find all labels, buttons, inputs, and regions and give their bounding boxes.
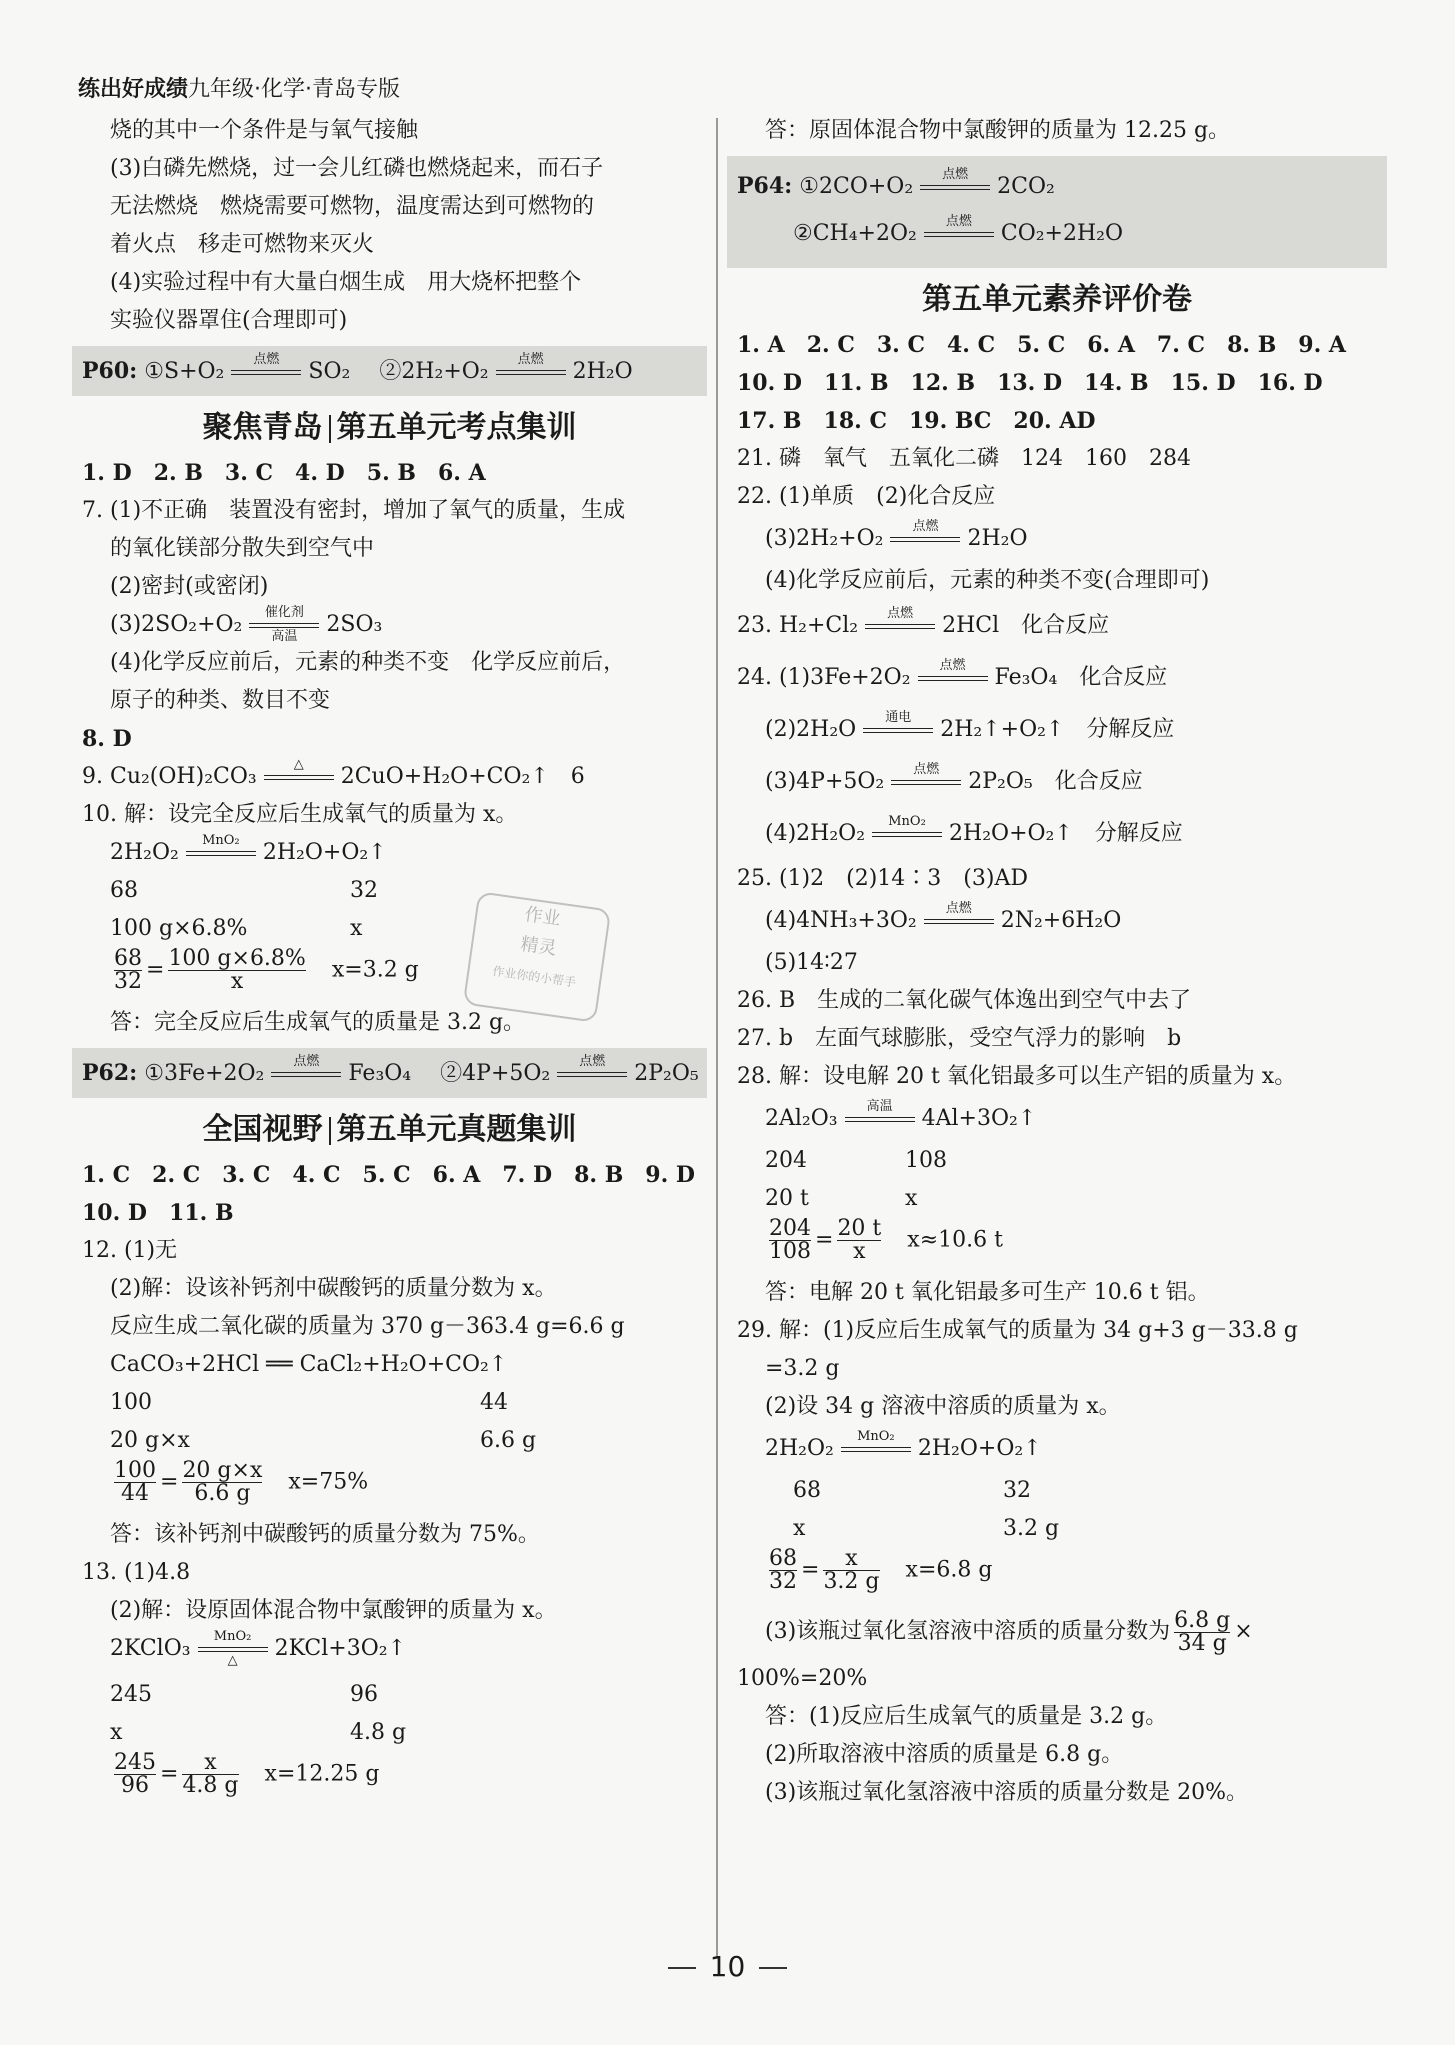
condition-label: 点燃 (939, 658, 966, 673)
denominator: 44 (121, 1481, 149, 1506)
equation-part: Fe₃O₄ 化合反应 (994, 665, 1168, 690)
numerator: 20 t (837, 1216, 882, 1241)
equation-line: CaCO₃+2HCl ══ CaCl₂+H₂O+CO₂↑ (110, 1352, 508, 1377)
reaction-arrow (198, 1629, 268, 1668)
text-line: (4)化学反应前后，元素的种类不变 化学反应前后， (110, 650, 626, 675)
calc-value: 44 (480, 1390, 508, 1415)
calc-line (82, 1422, 697, 1460)
numerator: 245 (114, 1750, 156, 1775)
reaction-arrow (872, 814, 942, 849)
text-line: 26. B 生成的二氧化碳气体逸出到空气中去了 (737, 988, 1192, 1013)
reaction-arrow (924, 214, 994, 249)
fraction (769, 1218, 811, 1263)
condition-label: 点燃 (293, 1054, 320, 1069)
calc-value: 204 (765, 1148, 807, 1173)
equation-part: 2H₂O+O₂↑ 分解反应 (949, 821, 1183, 846)
equation-line (737, 652, 1377, 704)
text-line: 7. (1)不正确 装置没有密封，增加了氧气的质量，生成 (82, 498, 626, 523)
denominator: 4.8 g (182, 1773, 239, 1798)
condition-label: △ (227, 1653, 238, 1668)
text-line: 29. 解：(1)反应后生成氧气的质量为 34 g+3 g－33.8 g (737, 1318, 1298, 1343)
text-line: 无法燃烧 燃烧需要可燃物，温度需达到可燃物的 (110, 194, 595, 219)
text-line: 着火点 移走可燃物来灭火 (110, 232, 375, 257)
denominator: 34 g (1177, 1630, 1227, 1656)
equation-part: ①2CO+O₂ (799, 174, 914, 199)
page-ref: P60: (82, 358, 138, 384)
condition-label: 点燃 (253, 352, 280, 367)
reaction-arrow (918, 658, 988, 693)
equation-part: Fe₃O₄ (348, 1061, 412, 1086)
condition-label: MnO₂ (857, 1429, 895, 1444)
section-title: 第五单元素养评价卷 (922, 282, 1192, 317)
equation-part: SO₂ (308, 359, 351, 384)
equation-part: ②4P+5O₂ (440, 1061, 551, 1086)
numerator: x (182, 1752, 238, 1775)
text-line: (5)14∶27 (765, 950, 858, 975)
equation-part: (4)2H₂O₂ (765, 821, 866, 846)
text-line: 25. (1)2 (2)14∶3 (3)AD (737, 866, 1028, 891)
calc-result: x=3.2 g (331, 957, 419, 983)
reaction-arrow (271, 1054, 341, 1089)
text-line: (2)解：设该补钙剂中碳酸钙的质量分数为 x。 (110, 1276, 557, 1301)
condition-label: MnO₂ (888, 814, 926, 829)
equation-line (737, 756, 1377, 808)
numerator: x (823, 1548, 879, 1571)
stamp-text: 作业 (523, 903, 562, 930)
fraction-line: $\frac{68}{32}$ = $\frac{x}{3.2 g}$ x=6.8 g (769, 1546, 993, 1594)
calc-result: x=75% (288, 1469, 369, 1495)
answer-line: 8. D (82, 726, 132, 752)
denominator: 3.2 g (823, 1569, 880, 1594)
numerator: 20 g×x (182, 1458, 263, 1483)
equation-line (737, 600, 1377, 652)
text-line: 答：(1)反应后生成氧气的质量是 3.2 g。 (765, 1704, 1168, 1729)
equation-part: 2H₂O₂ (110, 840, 179, 865)
equation-part: ②2H₂+O₂ (379, 359, 489, 384)
fraction-line: $\frac{245}{96}$ = $\frac{x}{4.8 g}$ x=12.25 g (114, 1750, 380, 1798)
condition-label: MnO₂ (213, 1629, 252, 1644)
calc-value: x (350, 916, 363, 941)
equation-part: 23. H₂+Cl₂ (737, 613, 859, 638)
condition-label: 点燃 (942, 167, 969, 182)
section-title-part: 全国视野 (202, 1112, 323, 1147)
condition-label: 点燃 (945, 214, 972, 229)
text-line: 实验仪器罩住(合理即可) (110, 308, 348, 333)
column-divider (716, 118, 718, 1958)
equation-part: 2H₂O₂ (765, 1436, 834, 1461)
condition-label: 点燃 (913, 762, 940, 777)
condition-label: 高温 (866, 1099, 893, 1114)
p62-box (72, 1048, 707, 1098)
text-line: 答：原固体混合物中氯酸钾的质量为 12.25 g。 (765, 118, 1231, 143)
fraction (168, 948, 305, 993)
reaction-arrow (496, 352, 566, 387)
fraction-line: $\frac{68}{32}$ = $\frac{100 g\times 6.8\%}{x}$ x=3.2 g (114, 946, 419, 994)
calc-value: 96 (350, 1682, 378, 1707)
calc-value: 20 t (765, 1186, 809, 1211)
text-line: 原子的种类、数目不变 (110, 688, 331, 713)
equation-line (82, 1630, 697, 1676)
text-part: × (1234, 1619, 1253, 1644)
reaction-arrow (865, 606, 935, 641)
denominator: 96 (121, 1773, 149, 1798)
text-line: 的氧化镁部分散失到空气中 (110, 536, 375, 561)
calc-value: 108 (905, 1148, 947, 1173)
p64-box (727, 156, 1387, 268)
numerator: 68 (114, 946, 142, 971)
answer-line: 1. C 2. C 3. C 4. C 5. C 6. A 7. D 8. B 9. D (82, 1162, 696, 1188)
condition-label: 点燃 (579, 1054, 606, 1069)
section-title-part: 聚焦青岛 (202, 410, 323, 445)
text-line: 答：电解 20 t 氧化铝最多可生产 10.6 t 铝。 (765, 1280, 1210, 1305)
reaction-arrow (920, 167, 990, 202)
equation-part: 2P₂O₅ 化合反应 (968, 769, 1143, 794)
text-line: 答：该补钙剂中碳酸钙的质量分数为 75%。 (110, 1522, 540, 1547)
reaction-arrow (841, 1429, 911, 1464)
equation-part: 2HCl 化合反应 (942, 613, 1110, 638)
calc-line (737, 1142, 1377, 1180)
equation-part: (3)2H₂+O₂ (765, 526, 884, 551)
text-line: 13. (1)4.8 (82, 1560, 191, 1585)
equation-line (737, 704, 1377, 756)
p60-box (72, 346, 707, 396)
reaction-arrow (557, 1054, 627, 1089)
numerator: 68 (769, 1546, 797, 1571)
equation-part: (2)2H₂O (765, 717, 857, 742)
equation-part: (4)4NH₃+3O₂ (765, 908, 917, 933)
condition-label: 通电 (885, 710, 912, 725)
fraction (837, 1218, 881, 1263)
text-line: 28. 解：设电解 20 t 氧化铝最多可以生产铝的质量为 x。 (737, 1064, 1297, 1089)
answer-line: 1. D 2. B 3. C 4. D 5. B 6. A (82, 460, 486, 486)
calc-line (82, 872, 697, 910)
left-column (82, 112, 697, 1808)
calc-value: 100 (110, 1390, 152, 1415)
text-part: (3)该瓶过氧化氢溶液中溶质的质量分数为 (765, 1619, 1171, 1644)
denominator: 6.6 g (194, 1481, 251, 1506)
text-line: (3)白磷先燃烧，过一会儿红磷也燃烧起来，而石子 (110, 156, 604, 181)
calc-value: 68 (793, 1478, 821, 1503)
equation-part: 2KCl+3O₂↑ (274, 1636, 407, 1661)
text-line: 100%=20% (737, 1666, 868, 1691)
reaction-arrow (890, 519, 960, 554)
calc-value: 32 (1003, 1478, 1031, 1503)
page-number: 10 (0, 1950, 1455, 1983)
numerator: 204 (769, 1216, 811, 1241)
calc-value: 245 (110, 1682, 152, 1707)
fraction-line: $\frac{204}{108}$ = $\frac{20 t}{x}$ x≈10.6 t (769, 1216, 1003, 1264)
calc-value: 4.8 g (350, 1720, 407, 1745)
right-column (737, 112, 1377, 1812)
answer-line: 10. D 11. B (82, 1200, 234, 1226)
reaction-arrow (264, 757, 334, 792)
condition-label: 点燃 (912, 519, 939, 534)
equation-part: 2CuO+H₂O+CO₂↑ 6 (340, 764, 585, 789)
text-line: 烧的其中一个条件是与氧气接触 (110, 118, 419, 143)
equation-part: 2H₂O+O₂↑ (917, 1436, 1042, 1461)
denominator: x (230, 969, 244, 994)
fraction (769, 1548, 797, 1593)
text-line: (2)解：设原固体混合物中氯酸钾的质量为 x。 (110, 1598, 557, 1623)
equation-line (737, 1426, 1377, 1472)
condition-label: MnO₂ (202, 833, 240, 848)
equation-part: 2Al₂O₃ (765, 1106, 838, 1131)
calc-line (737, 1180, 1377, 1218)
stamp-text: 精灵 (519, 933, 558, 960)
section-title-part: 第五单元真题集训 (336, 1112, 577, 1147)
watermark-stamp (463, 891, 612, 1023)
fraction (114, 1460, 156, 1505)
equation-part: 2CO₂ (997, 174, 1055, 199)
text-line: (4)化学反应前后，元素的种类不变(合理即可) (765, 568, 1210, 593)
text-line: 27. b 左面气球膨胀，受空气浮力的影响 b (737, 1026, 1182, 1051)
equation-part: 2SO₃ (326, 612, 383, 637)
denominator: x (853, 1239, 866, 1264)
equation-part: (3)4P+5O₂ (765, 769, 885, 794)
calc-line (737, 1510, 1377, 1548)
equation-line (737, 898, 1377, 944)
numerator: 6.8 g (1174, 1607, 1231, 1633)
text-line: (2)密封(或密闭) (110, 574, 269, 599)
calc-line (737, 1472, 1377, 1510)
equation-part: 2H₂O+O₂↑ (262, 840, 387, 865)
denominator: 32 (114, 969, 142, 994)
condition-label: 点燃 (517, 352, 544, 367)
equation-part: 2N₂+6H₂O (1000, 908, 1122, 933)
text-line: 10. 解：设完全反应后生成氧气的质量为 x。 (82, 802, 518, 827)
answer-line: 1. A 2. C 3. C 4. C 5. C 6. A 7. C 8. B 9. A (737, 332, 1346, 358)
fraction (1174, 1607, 1231, 1656)
calc-value: 3.2 g (1003, 1516, 1060, 1541)
calc-value: x (110, 1720, 123, 1745)
section-title (82, 402, 697, 454)
calc-value: 100 g×6.8% (110, 916, 248, 941)
condition-label: 点燃 (945, 901, 972, 916)
equation-part: ①3Fe+2O₂ (144, 1061, 265, 1086)
calc-value: 6.6 g (480, 1428, 537, 1453)
section-title (82, 1104, 697, 1156)
reaction-arrow (249, 605, 319, 644)
fraction (114, 948, 142, 993)
reaction-arrow (845, 1099, 915, 1134)
reaction-arrow (186, 833, 256, 868)
equation-line (737, 808, 1377, 860)
equation-part: ①S+O₂ (144, 359, 225, 384)
equation-line (737, 516, 1377, 562)
equation-part: ②CH₄+2O₂ (793, 221, 917, 246)
equation-part: 24. (1)3Fe+2O₂ (737, 665, 911, 690)
calc-result: x≈10.6 t (907, 1227, 1003, 1253)
fraction (823, 1548, 879, 1593)
answer-line: 10. D 11. B 12. B 13. D 14. B 15. D 16. D (737, 370, 1323, 396)
page-ref: P64: (737, 173, 793, 199)
reaction-arrow (924, 901, 994, 936)
reaction-arrow (231, 352, 301, 387)
stamp-text: 作业你的小帮手 (491, 964, 577, 990)
equation-line (82, 606, 697, 644)
text-line: 21. 磷 氧气 五氧化二磷 124 160 284 (737, 446, 1191, 471)
text-line: 12. (1)无 (82, 1238, 178, 1263)
equation-part: 2P₂O₅ (634, 1061, 699, 1086)
condition-label: 催化剂 (264, 605, 304, 620)
equation-part: 2H₂O (967, 526, 1028, 551)
text-line: =3.2 g (765, 1356, 840, 1381)
equation-part: CO₂+2H₂O (1000, 221, 1124, 246)
calc-value: x (905, 1186, 918, 1211)
reaction-arrow (863, 710, 933, 745)
text-line: (4)实验过程中有大量白烟生成 用大烧杯把整个 (110, 270, 582, 295)
reaction-arrow (891, 762, 961, 797)
numerator: 100 (114, 1458, 156, 1483)
calc-value: 20 g×x (110, 1428, 190, 1453)
section-title-part: 第五单元考点集训 (336, 410, 577, 445)
calc-line (82, 1384, 697, 1422)
condition-label: 高温 (271, 629, 298, 644)
calc-result: x=6.8 g (905, 1557, 993, 1583)
brand-title: 练出好成绩 (78, 77, 189, 102)
calc-line (82, 1676, 697, 1714)
equation-line (737, 1096, 1377, 1142)
fraction (182, 1752, 238, 1797)
page-header (78, 72, 400, 103)
equation-line (82, 758, 697, 796)
fraction-line (737, 1604, 1377, 1660)
equation-part: 2KClO₃ (110, 1636, 191, 1661)
equation-part: (3)2SO₂+O₂ (110, 612, 243, 637)
page-ref: P62: (82, 1060, 138, 1086)
calc-value: 68 (110, 878, 138, 903)
calc-value: 32 (350, 878, 378, 903)
text-line: (2)设 34 g 溶液中溶质的质量为 x。 (765, 1394, 1121, 1419)
equation-line (737, 210, 1377, 258)
calc-result: x=12.25 g (264, 1761, 380, 1787)
calc-line (82, 1714, 697, 1752)
text-line: 22. (1)单质 (2)化合反应 (737, 484, 996, 509)
equation-part: 2H₂O (572, 359, 633, 384)
text-line: (2)所取溶液中溶质的质量是 6.8 g。 (765, 1742, 1124, 1767)
calc-value: x (793, 1516, 806, 1541)
equation-line (737, 162, 1377, 210)
denominator: 32 (769, 1569, 797, 1594)
fraction (114, 1752, 156, 1797)
equation-part: 9. Cu₂(OH)₂CO₃ (82, 764, 257, 789)
fraction (182, 1460, 262, 1505)
condition-label: 点燃 (887, 606, 914, 621)
equation-part: 2H₂↑+O₂↑ 分解反应 (940, 717, 1175, 742)
fraction-line: $\frac{100}{44}$ = $\frac{20 g\times x}{6.6 g}$ x=75% (114, 1458, 369, 1506)
header-subtitle: 九年级·化学·青岛专版 (188, 77, 401, 102)
numerator: 100 g×6.8% (168, 946, 306, 971)
text-line: 反应生成二氧化碳的质量为 370 g－363.4 g=6.6 g (110, 1314, 625, 1339)
equation-line (82, 834, 697, 872)
condition-label: △ (293, 757, 304, 772)
text-line: (3)该瓶过氧化氢溶液中溶质的质量分数是 20%。 (765, 1780, 1249, 1805)
answer-line: 17. B 18. C 19. BC 20. AD (737, 408, 1096, 434)
text-line: 答：完全反应后生成氧气的质量是 3.2 g。 (110, 1010, 526, 1035)
equation-part: 4Al+3O₂↑ (921, 1106, 1037, 1131)
denominator: 108 (769, 1239, 811, 1264)
